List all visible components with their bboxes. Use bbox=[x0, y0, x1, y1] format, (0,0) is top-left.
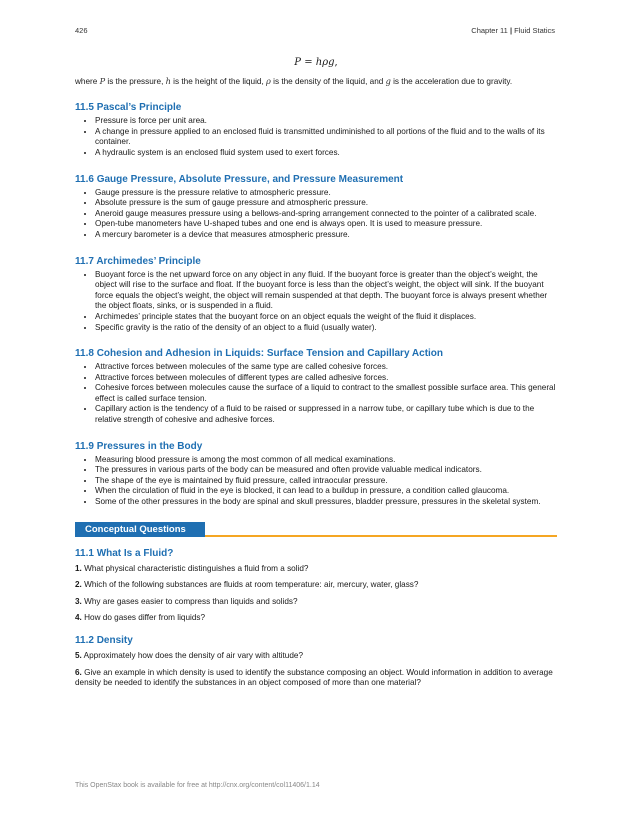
list-item: • A hydraulic system is an enclosed fluid system used to exert forces. bbox=[95, 148, 557, 159]
question-text: How do gases differ from liquids? bbox=[81, 613, 206, 623]
section-summary-list bbox=[75, 270, 557, 334]
section-heading: 11.6 Gauge Pressure, Absolute Pressure, and Pressure Measurement bbox=[75, 173, 404, 185]
section-summary-list bbox=[75, 362, 557, 426]
banner-label: Conceptual Questions bbox=[75, 522, 205, 537]
var-h: h bbox=[165, 75, 171, 86]
equation-explanation bbox=[75, 76, 557, 88]
equation-equals: = bbox=[301, 57, 316, 68]
var-P: P bbox=[99, 75, 106, 86]
section-heading: 11.5 Pascal’s Principle bbox=[75, 102, 182, 114]
conceptual-questions-banner bbox=[75, 522, 557, 537]
chapter-title: Fluid Statics bbox=[514, 26, 555, 35]
list-item: • Absolute pressure is the sum of gauge pressure and atmospheric pressure. bbox=[95, 198, 557, 209]
equation-rhs: hρg bbox=[315, 57, 335, 68]
question-number: 4. bbox=[75, 613, 82, 623]
page-footer: This OpenStax book is available for free at http://cnx.org/content/col11406/1.14 bbox=[75, 782, 320, 789]
list-item: • Aneroid gauge measures pressure using a bellows-and-spring arrangement connected to the pointer of a calibrated scale. bbox=[95, 209, 557, 220]
main-content bbox=[75, 58, 557, 695]
question-item bbox=[75, 564, 557, 575]
question-number: 1. bbox=[75, 563, 82, 573]
list-item: • Specific gravity is the ratio of the density of an object to a fluid (usually water). bbox=[95, 323, 557, 334]
list-item: • Measuring blood pressure is among the most common of all medical examinations. bbox=[95, 455, 557, 466]
question-group-heading: 11.2 Density bbox=[75, 635, 133, 646]
where-text-2: is the pressure, bbox=[105, 76, 166, 86]
equation-lhs: P bbox=[294, 57, 302, 68]
question-text: Give an example in which density is used to identify the substance composing an object. Would information in addition to average density be needed to identify the substances in an object composed of more than one material? bbox=[75, 667, 553, 688]
question-item bbox=[75, 668, 557, 689]
list-item: • Pressure is force per unit area. bbox=[95, 116, 557, 127]
section-heading: 11.7 Archimedes’ Principle bbox=[75, 255, 201, 267]
var-g: g bbox=[385, 75, 391, 86]
list-item: • Some of the other pressures in the body are spinal and skull pressures, bladder pressure, pressures in the skeletal system. bbox=[95, 497, 557, 508]
question-number: 6. bbox=[75, 667, 82, 677]
list-item: • Cohesive forces between molecules cause the surface of a liquid to contract to the smallest possible surface area. This general effect is called surface tension. bbox=[95, 383, 557, 404]
header-separator: | bbox=[509, 26, 513, 35]
list-item: • Archimedes’ principle states that the buoyant force on an object equals the weight of the fluid it displaces. bbox=[95, 312, 557, 323]
var-rho: ρ bbox=[266, 75, 271, 86]
section-heading: 11.9 Pressures in the Body bbox=[75, 440, 203, 452]
question-text: What physical characteristic distinguishes a fluid from a solid? bbox=[81, 563, 309, 573]
list-item: • A mercury barometer is a device that measures atmospheric pressure. bbox=[95, 230, 557, 241]
question-list bbox=[75, 651, 557, 689]
question-text: Which of the following substances are fluids at room temperature: air, mercury, water, glass? bbox=[81, 580, 419, 590]
list-item: • Attractive forces between molecules of the same type are called cohesive forces. bbox=[95, 362, 557, 373]
chapter-label: Chapter 11 bbox=[471, 26, 508, 35]
list-item: • A change in pressure applied to an enclosed fluid is transmitted undiminished to all portions of the fluid and to the walls of its container. bbox=[95, 127, 557, 148]
where-text-3: is the height of the liquid, bbox=[170, 76, 267, 86]
question-number: 2. bbox=[75, 580, 82, 590]
section-heading: 11.8 Cohesion and Adhesion in Liquids: Surface Tension and Capillary Action bbox=[75, 348, 444, 360]
list-item: • When the circulation of fluid in the eye is blocked, it can lead to a buildup in pressure, a condition called glaucoma. bbox=[95, 486, 557, 497]
running-header bbox=[471, 26, 555, 35]
section-summary-list bbox=[75, 188, 557, 241]
equation-comma: , bbox=[334, 57, 338, 68]
list-item: • Buoyant force is the net upward force on any object in any fluid. If the buoyant force is greater than the object’s weight, the object will rise to the surface and float. If the buoyant force is less than the object’s weight, the object will sink. If the buoyant force equals the object’s weight, the object will remain suspended at that depth. The buoyant force is always present whether the object floats, sinks, or is suspended in a fluid. bbox=[95, 270, 557, 312]
list-item: • Attractive forces between molecules of different types are called adhesive forces. bbox=[95, 373, 557, 384]
question-group-heading: 11.1 What Is a Fluid? bbox=[75, 547, 174, 559]
where-text-5: is the acceleration due to gravity. bbox=[390, 76, 513, 86]
pressure-equation bbox=[75, 58, 557, 69]
list-item: • Open-tube manometers have U-shaped tubes and one end is always open. It is used to measure pressure. bbox=[95, 219, 557, 230]
question-list bbox=[75, 564, 557, 624]
question-item bbox=[75, 651, 557, 662]
question-number: 3. bbox=[75, 596, 82, 606]
question-number: 5. bbox=[75, 651, 82, 660]
list-item: • The pressures in various parts of the body can be measured and often provide valuable medical indicators. bbox=[95, 465, 557, 476]
section-summary-list bbox=[75, 116, 557, 158]
where-text-1: where bbox=[75, 76, 100, 86]
where-text-4: is the density of the liquid, and bbox=[270, 76, 386, 86]
list-item: • Capillary action is the tendency of a fluid to be raised or suppressed in a narrow tube, or capillary tube which is due to the relative strength of cohesive and adhesive forces. bbox=[95, 404, 557, 425]
section-summary-list bbox=[75, 455, 557, 508]
list-item: • Gauge pressure is the pressure relative to atmospheric pressure. bbox=[95, 188, 557, 199]
question-item bbox=[75, 613, 557, 624]
question-text: Why are gases easier to compress than liquids and solids? bbox=[81, 596, 298, 606]
page-number: 426 bbox=[75, 26, 88, 35]
question-item bbox=[75, 597, 557, 608]
list-item: • The shape of the eye is maintained by fluid pressure, called intraocular pressure. bbox=[95, 476, 557, 487]
question-item bbox=[75, 580, 557, 591]
question-text: Approximately how does the density of air vary with altitude? bbox=[81, 651, 304, 660]
